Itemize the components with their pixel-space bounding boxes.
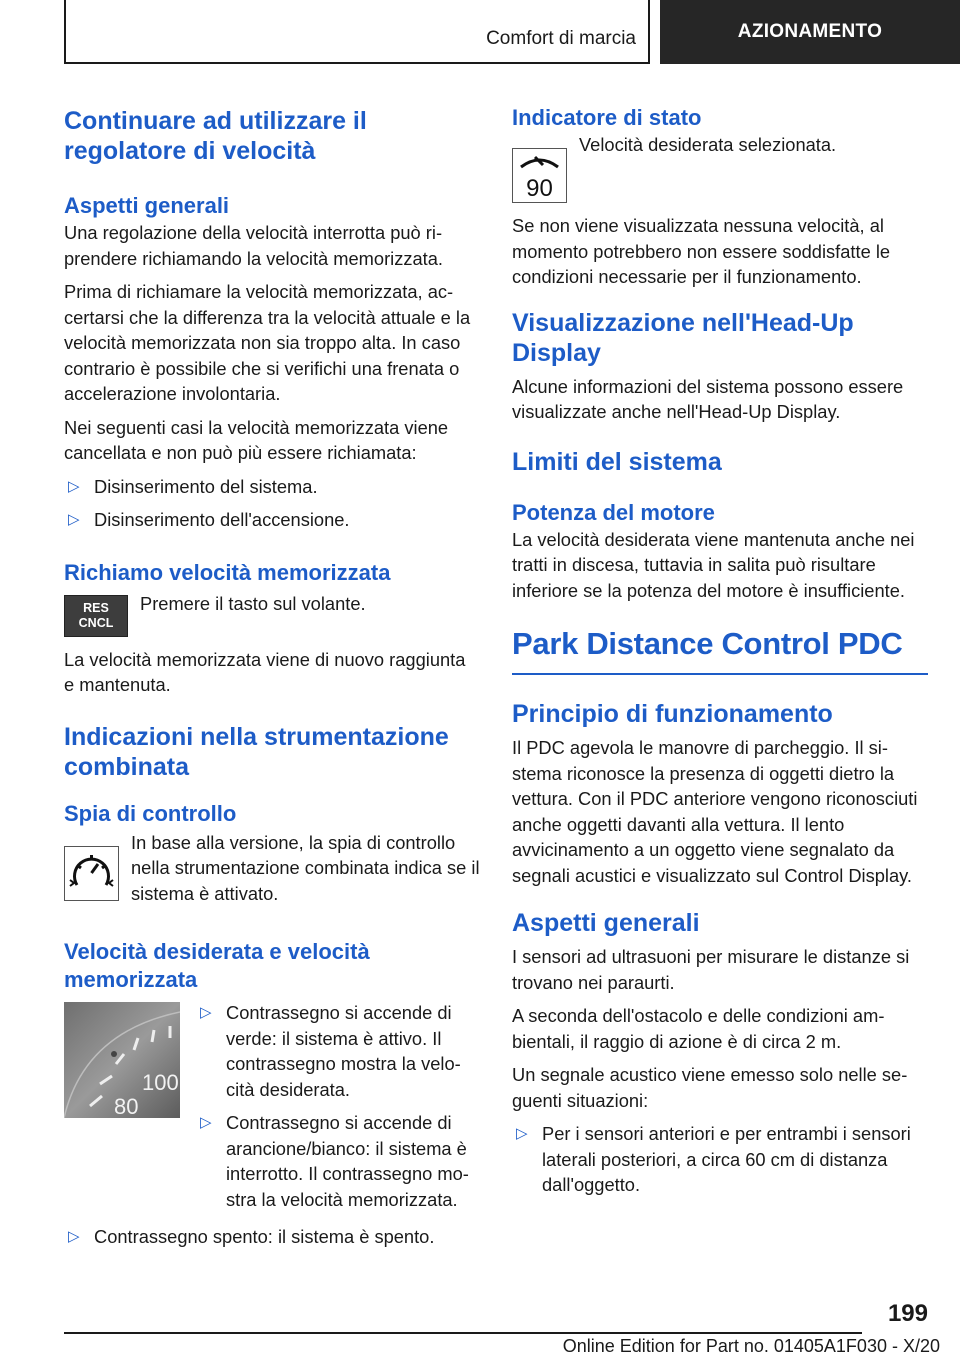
- bullet-triangle-icon: ▷: [200, 1114, 212, 1131]
- heading-hud: Visualizzazione nell'Head-Up Display: [512, 308, 854, 367]
- list-item: ▷ Disinserimento dell'accensione.: [64, 507, 480, 533]
- right-column: [512, 100, 928, 1206]
- paragraph: La velocità desiderata viene mantenuta anche nei tratti in discesa, tuttavia in salita può risultare inferiore se la potenza del motore è insufficiente.: [512, 528, 915, 601]
- paragraph: Una regolazione della velocità interrotta può riprendere richiamando la velocità memorizzata.: [64, 222, 444, 269]
- recall-text: Premere il tasto sul volante.: [140, 592, 366, 614]
- cruise-control-icon: [64, 846, 119, 901]
- bullet-triangle-icon: ▷: [200, 1004, 212, 1021]
- heading-recall: Richiamo velocità memorizzata: [64, 559, 391, 585]
- header-mid-rule: [648, 0, 650, 64]
- heading-engine-power: Potenza del motore: [512, 499, 715, 525]
- status-icon-value: 90: [526, 175, 553, 202]
- bullet-list: [196, 1000, 480, 1220]
- recall-row: [64, 592, 480, 637]
- section-rule: [512, 673, 928, 675]
- page-number: 199: [887, 1300, 928, 1327]
- heading-limits: Limiti del sistema: [512, 447, 722, 476]
- warning-row: [64, 831, 480, 915]
- left-column: [64, 100, 480, 1258]
- paragraph: Se non viene visualizzata nessuna velocità, al momento potrebbero non essere soddisfatte le condizioni necessarie per il funzionamento.: [512, 215, 891, 287]
- heading-continue: Continuare ad utilizzare il regolatore di velocità: [64, 107, 367, 165]
- footer-edition: Online Edition for Part no. 01405A1F030 - X/20: [562, 1336, 940, 1356]
- paragraph: Nei seguenti casi la velocità memorizzata viene cancellata e non può più essere richiamata:: [64, 416, 449, 463]
- warning-text: In base alla versione, la spia di controllo nella strumentazione combinata indica se il sistema è attivato.: [131, 831, 480, 904]
- header-bottom-rule: [64, 62, 650, 64]
- heading-status: Indicatore di stato: [512, 105, 702, 130]
- heading-principle: Principio di funzionamento: [512, 700, 833, 728]
- bullet-triangle-icon: ▷: [68, 511, 80, 528]
- bullet-triangle-icon: ▷: [68, 1228, 80, 1245]
- heading-indications: Indicazioni nella strumentazione combinata: [64, 722, 449, 781]
- gauge-label-100: 100: [142, 1070, 179, 1095]
- bullet-list: [64, 474, 480, 533]
- desired-speed-row: [64, 1000, 480, 1220]
- list-item: ▷ Per i sensori anteriori e per entrambi i sensori laterali posteriori, a circa 60 cm di distanza dall'oggetto.: [516, 1123, 911, 1195]
- speed-status-icon: [512, 148, 567, 203]
- paragraph: Prima di richiamare la velocità memorizzata, accertarsi che la differenza tra la velocità attuale e la velocità memorizzata non sia troppo alta. In caso contrario è possibile che si verifichi una frenata o accelerazione involontaria.: [64, 281, 471, 404]
- gauge-label-80: 80: [114, 1094, 139, 1118]
- status-row: [512, 134, 928, 203]
- heading-desired-speed: Velocità desiderata e velocità memorizzata: [64, 939, 370, 992]
- list-item: ▷ Disinserimento del sistema.: [64, 474, 480, 500]
- bullet-triangle-icon: ▷: [516, 1125, 528, 1142]
- heading-general: Aspetti generali: [64, 193, 230, 218]
- paragraph: Un segnale acustico viene emesso solo nelle seguenti situazioni:: [512, 1064, 908, 1111]
- res-cncl-button-icon: RES CNCL: [64, 595, 128, 637]
- list-item: ▷ Contrassegno si accende di arancione/bianco: il sistema è interrotto. Il contrassegno mostra la velocità memorizzata.: [200, 1112, 469, 1210]
- paragraph: I sensori ad ultrasuoni per misurare le distanze si trovano nei paraurti.: [512, 946, 910, 993]
- heading-warning-light: Spia di controllo: [64, 800, 237, 826]
- header-chapter-tab: AZIONAMENTO: [660, 0, 960, 64]
- paragraph: Il PDC agevola le manovre di parcheggio. Il sistema riconosce la presenza di oggetti dietro la vettura. Con il PDC anteriore vengono riconosciuti anche oggetti davanti alla vettura. Il lento avvicinamento a un oggetto viene segnalato da segnali acustici e visualizzato sul Control Display.: [512, 737, 918, 886]
- paragraph: La velocità memorizzata viene di nuovo raggiunta e mantenuta.: [64, 648, 466, 695]
- speedometer-gauge-icon: [64, 1002, 180, 1118]
- list-item: ▷ Contrassegno spento: il sistema è spento.: [64, 1224, 480, 1250]
- bullet-triangle-icon: ▷: [68, 477, 80, 495]
- paragraph: Alcune informazioni del sistema possono essere visualizzate anche nell'Head-Up Display.: [512, 375, 904, 422]
- list-item: ▷ Contrassegno si accende di verde: il sistema è attivo. Il contrassegno mostra la velocità desiderata.: [200, 1002, 461, 1100]
- paragraph: A seconda dell'ostacolo e delle condizioni ambientali, il raggio di azione è di circa 2 m.: [512, 1005, 885, 1052]
- heading-general-pdc: Aspetti generali: [512, 909, 700, 937]
- footer-rule: [64, 1332, 862, 1334]
- bullet-list: [64, 1224, 480, 1250]
- status-text: Velocità desiderata selezionata.: [579, 134, 837, 155]
- heading-pdc: Park Distance Control PDC: [512, 626, 903, 661]
- header-section-title: Comfort di marcia: [486, 28, 636, 49]
- bullet-list: [512, 1121, 928, 1198]
